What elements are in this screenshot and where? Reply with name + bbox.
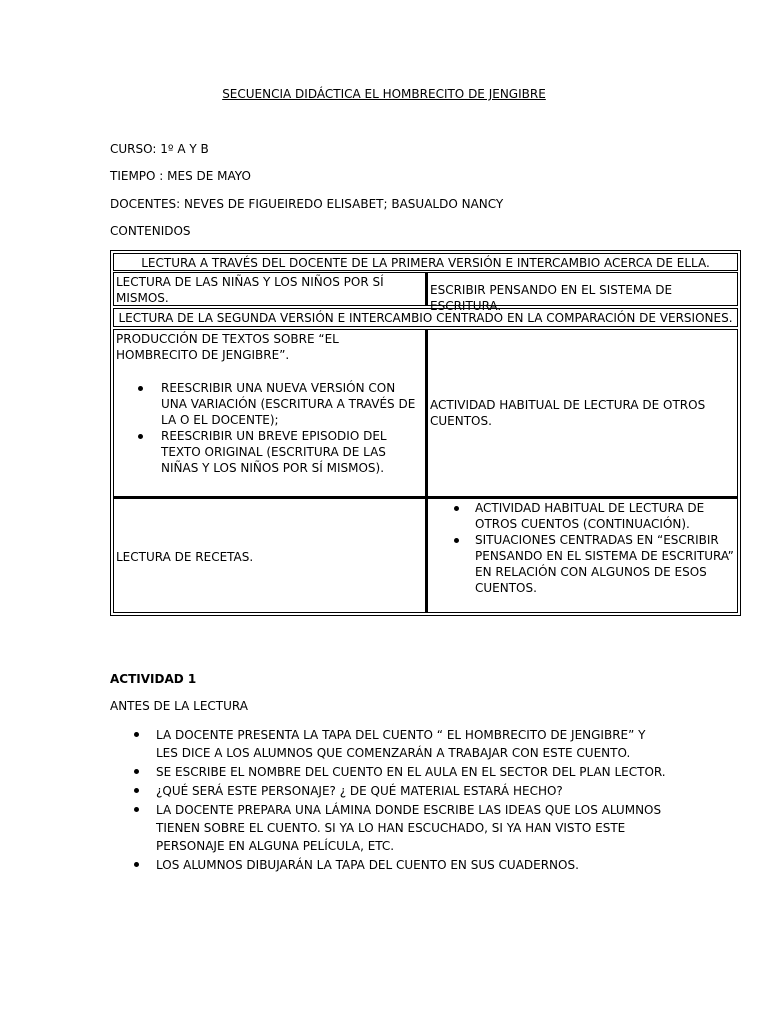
- bullet-icon: [134, 807, 139, 812]
- table-row-2-left: LECTURA DE LAS NIÑAS Y LOS NIÑOS POR SÍ MISMOS.: [113, 272, 426, 306]
- curso-line: CURSO: 1º A Y B: [110, 142, 209, 156]
- document-title: SECUENCIA DIDÁCTICA EL HOMBRECITO DE JENGIBRE: [222, 87, 546, 101]
- tiempo-line: TIEMPO : MES DE MAYO: [110, 169, 251, 183]
- table-row-4-left: [113, 329, 426, 498]
- table-row-5-right: [426, 498, 738, 613]
- list-item: REESCRIBIR UNA NUEVA VERSIÓN CON UNA VARIACIÓN (ESCRITURA A TRAVÉS DE LA O EL DOCENTE);: [116, 380, 423, 428]
- table-row-1: LECTURA A TRAVÉS DEL DOCENTE DE LA PRIMERA VERSIÓN E INTERCAMBIO ACERCA DE ELLA.: [113, 253, 738, 271]
- list-item: SITUACIONES CENTRADAS EN “ESCRIBIR PENSANDO EN EL SISTEMA DE ESCRITURA” EN RELACIÓN CON ALGUNOS DE ESOS CUENTOS.: [430, 532, 735, 596]
- activity-list: [110, 726, 670, 875]
- activity-subtitle: ANTES DE LA LECTURA: [110, 699, 248, 713]
- contenidos-heading: CONTENIDOS: [110, 224, 191, 238]
- list-item: SE ESCRIBE EL NOMBRE DEL CUENTO EN EL AULA EN EL SECTOR DEL PLAN LECTOR.: [110, 763, 670, 781]
- bullet-icon: [134, 732, 139, 737]
- production-list: [116, 380, 423, 476]
- docentes-line: DOCENTES: NEVES DE FIGUEIREDO ELISABET; BASUALDO NANCY: [110, 197, 504, 211]
- contents-table: [110, 250, 741, 616]
- bullet-icon: [454, 506, 459, 511]
- list-item: LOS ALUMNOS DIBUJARÁN LA TAPA DEL CUENTO EN SUS CUADERNOS.: [110, 856, 670, 874]
- list-item: REESCRIBIR UN BREVE EPISODIO DEL TEXTO ORIGINAL (ESCRITURA DE LAS NIÑAS Y LOS NIÑOS POR SÍ MISMOS).: [116, 428, 423, 476]
- bullet-icon: [138, 434, 143, 439]
- production-intro: PRODUCCIÓN DE TEXTOS SOBRE “EL HOMBRECITO DE JENGIBRE”.: [116, 332, 339, 362]
- table-row-4-right: ACTIVIDAD HABITUAL DE LECTURA DE OTROS CUENTOS.: [426, 329, 738, 498]
- table-row-2-right: ESCRIBIR PENSANDO EN EL SISTEMA DE ESCRITURA.: [426, 272, 738, 306]
- bullet-icon: [454, 538, 459, 543]
- bullet-icon: [134, 862, 139, 867]
- list-item: ¿QUÉ SERÁ ESTE PERSONAJE? ¿ DE QUÉ MATERIAL ESTARÁ HECHO?: [110, 782, 670, 800]
- reading-list: [430, 500, 735, 596]
- table-row-3: LECTURA DE LA SEGUNDA VERSIÓN E INTERCAMBIO CENTRADO EN LA COMPARACIÓN DE VERSIONES.: [113, 308, 738, 327]
- list-item: LA DOCENTE PREPARA UNA LÁMINA DONDE ESCRIBE LAS IDEAS QUE LOS ALUMNOS TIENEN SOBRE EL CUENTO. SI YA LO HAN ESCUCHADO, SI YA HAN VISTO ESTE PERSONAJE EN ALGUNA PELÍCULA, ETC.: [110, 801, 670, 855]
- bullet-icon: [138, 386, 143, 391]
- bullet-icon: [134, 788, 139, 793]
- list-item: ACTIVIDAD HABITUAL DE LECTURA DE OTROS CUENTOS (CONTINUACIÓN).: [430, 500, 735, 532]
- table-row-5-left: LECTURA DE RECETAS.: [113, 498, 426, 613]
- list-item: LA DOCENTE PRESENTA LA TAPA DEL CUENTO “ EL HOMBRECITO DE JENGIBRE” Y LES DICE A LOS ALUMNOS QUE COMENZARÁN A TRABAJAR CON ESTE CUENTO.: [110, 726, 670, 762]
- bullet-icon: [134, 769, 139, 774]
- activity-title: ACTIVIDAD 1: [110, 672, 197, 686]
